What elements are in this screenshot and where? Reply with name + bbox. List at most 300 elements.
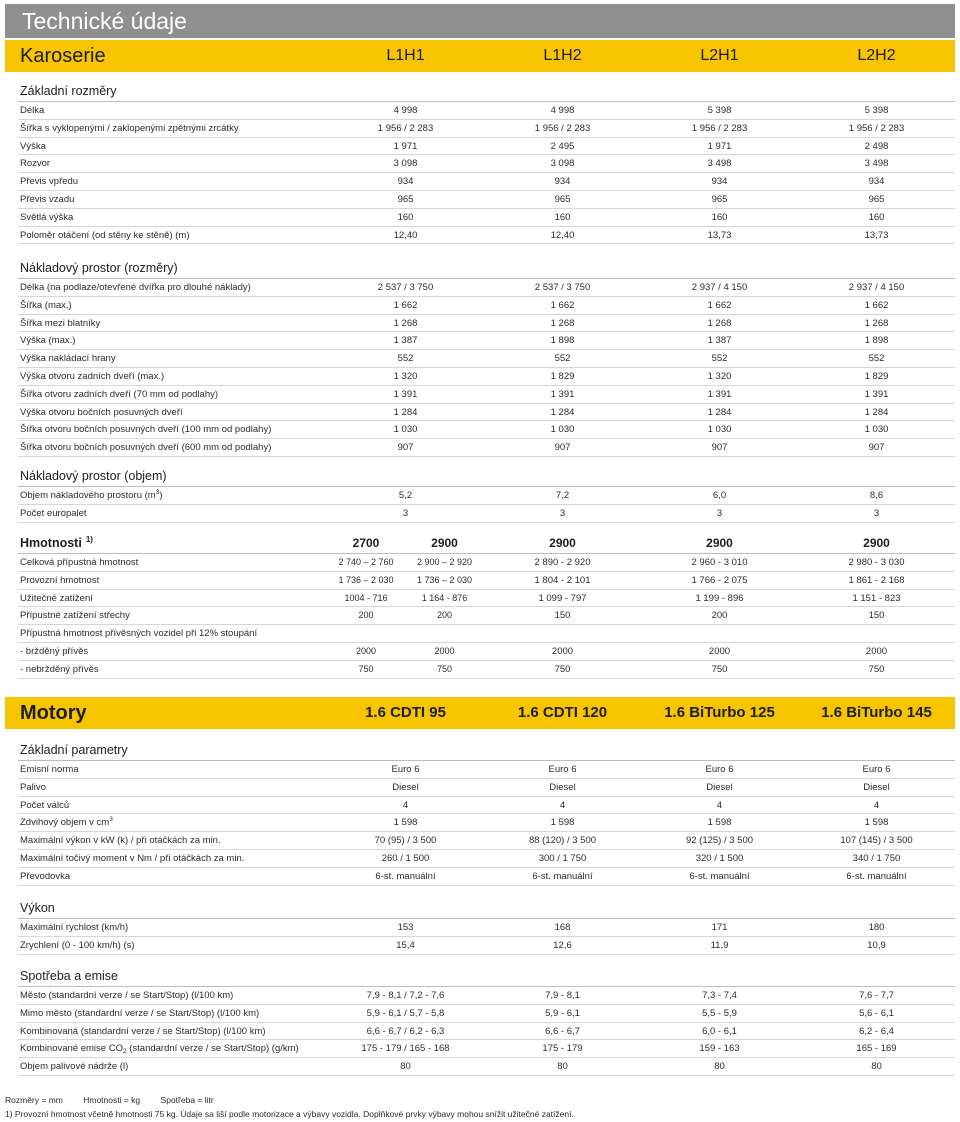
spec-value: 320 / 1 500 bbox=[695, 852, 744, 864]
spec-value: 2 537 / 3 750 bbox=[534, 282, 591, 293]
spec-value: 1 956 / 2 283 bbox=[377, 122, 434, 134]
spec-label-text: Přípustné zatížení střechy bbox=[20, 610, 130, 622]
spec-value: 2 537 / 3 750 bbox=[377, 282, 434, 293]
spec-row bbox=[18, 487, 955, 505]
spec-value: 11,9 bbox=[710, 939, 729, 951]
spec-value: 750 bbox=[554, 663, 571, 675]
spec-label bbox=[20, 487, 163, 505]
spec-label-text: Mimo město (standardní verze / se Start/Stop) (l/100 km) bbox=[20, 1007, 260, 1019]
spec-value: 965 bbox=[554, 193, 571, 205]
spec-row bbox=[18, 279, 955, 297]
spec-row bbox=[18, 173, 955, 191]
spec-label-text: Kombinované emise CO bbox=[20, 1043, 123, 1055]
spec-label-text: Délka bbox=[20, 105, 45, 116]
spec-row bbox=[18, 1058, 955, 1076]
spec-value: 1 320 bbox=[393, 370, 418, 382]
spec-value: 750 bbox=[711, 663, 728, 675]
spec-value: 907 bbox=[397, 442, 414, 454]
section-nakladovy-prostor-objem bbox=[18, 465, 955, 523]
spec-value: 1 971 bbox=[707, 140, 732, 152]
spec-row bbox=[18, 625, 955, 643]
spec-label bbox=[20, 661, 99, 679]
spec-value: 3 098 bbox=[550, 158, 575, 170]
section-title bbox=[18, 465, 955, 487]
spec-value: 5,5 - 5,9 bbox=[702, 1007, 737, 1019]
spec-label-text: Převodovka bbox=[20, 870, 71, 882]
spec-value: 6,6 - 6,7 / 6,2 - 6,3 bbox=[366, 1025, 445, 1037]
spec-label-text: Výška (max.) bbox=[20, 335, 76, 347]
spec-value: 552 bbox=[711, 353, 728, 365]
spec-value: 934 bbox=[711, 176, 728, 188]
spec-value: 180 bbox=[868, 922, 885, 933]
spec-value: 4 bbox=[873, 799, 880, 811]
section-zakladni-parametry bbox=[18, 739, 955, 886]
spec-value: 1 268 bbox=[393, 317, 418, 329]
spec-label bbox=[20, 554, 138, 572]
spec-row bbox=[18, 155, 955, 173]
units-consumption: Spotřeba = litr bbox=[160, 1095, 214, 1105]
section-nakladovy-prostor-rozmery bbox=[18, 257, 955, 457]
spec-row bbox=[18, 850, 955, 868]
units-weights: Hmotnosti = kg bbox=[83, 1095, 141, 1105]
spec-row bbox=[18, 761, 955, 779]
spec-row bbox=[18, 937, 955, 955]
spec-value: 7,2 bbox=[555, 490, 570, 501]
spec-value: 80 bbox=[400, 1061, 411, 1073]
spec-value: 5,2 bbox=[398, 490, 413, 501]
spec-value: 965 bbox=[711, 193, 728, 205]
spec-row bbox=[18, 643, 955, 661]
section-title bbox=[18, 965, 955, 987]
spec-value: 3 bbox=[873, 507, 880, 519]
spec-value: 1 387 bbox=[707, 335, 732, 347]
spec-label-text: Maximální točivý moment v Nm / při otáčkách za min. bbox=[20, 852, 245, 864]
spec-label-text: Počet europalet bbox=[20, 507, 87, 519]
spec-label bbox=[20, 590, 93, 608]
spec-row bbox=[18, 315, 955, 333]
spec-value: 3 bbox=[559, 507, 566, 519]
spec-value: 1 956 / 2 283 bbox=[848, 122, 905, 134]
spec-label bbox=[20, 279, 251, 297]
spec-value: 2 498 bbox=[864, 140, 889, 152]
spec-value: 150 bbox=[868, 610, 885, 622]
spec-value: 1004 - 716 bbox=[344, 592, 388, 603]
column-header-l1h2: L1H2 bbox=[543, 47, 582, 64]
spec-value: 1 268 bbox=[864, 317, 889, 329]
spec-value: 1 598 bbox=[707, 817, 732, 829]
spec-label bbox=[20, 297, 72, 315]
spec-value: 13,73 bbox=[707, 229, 732, 241]
weight-class-header: 2900 bbox=[863, 536, 890, 550]
section-title bbox=[18, 739, 955, 761]
spec-row bbox=[18, 590, 955, 608]
spec-value: 12,40 bbox=[393, 229, 418, 241]
spec-label bbox=[20, 1058, 128, 1076]
spec-label bbox=[20, 227, 190, 245]
spec-row bbox=[18, 332, 955, 350]
section-title-text: Základní rozměry bbox=[20, 84, 117, 98]
column-header-l2h1: L2H1 bbox=[700, 47, 739, 64]
spec-value: 1 662 bbox=[707, 299, 732, 311]
spec-row bbox=[18, 832, 955, 850]
spec-value: 1 151 - 823 bbox=[852, 592, 901, 604]
spec-value: 4 998 bbox=[550, 105, 575, 116]
page-header bbox=[5, 4, 955, 38]
spec-label bbox=[20, 868, 70, 886]
page-title: Technické údaje bbox=[22, 8, 187, 34]
section-hmotnosti bbox=[18, 532, 955, 679]
spec-value: 1 391 bbox=[393, 388, 418, 400]
spec-label bbox=[20, 209, 73, 227]
footnote-mark: 1) bbox=[85, 535, 93, 544]
spec-value: 6-st. manuální bbox=[846, 870, 907, 882]
spec-row bbox=[18, 120, 955, 138]
spec-label bbox=[20, 350, 116, 368]
spec-row bbox=[18, 102, 955, 120]
spec-label-text-end: (standardní verze / se Start/Stop) (g/km) bbox=[126, 1043, 299, 1055]
spec-label bbox=[20, 315, 100, 333]
spec-label bbox=[20, 1005, 259, 1023]
spec-label bbox=[20, 368, 164, 386]
spec-value: 6-st. manuální bbox=[532, 870, 593, 882]
spec-value: 4 bbox=[716, 799, 723, 811]
section-title-text: Spotřeba a emise bbox=[20, 969, 118, 983]
spec-value: 965 bbox=[868, 193, 885, 205]
spec-value: 552 bbox=[397, 353, 414, 365]
spec-value: 6-st. manuální bbox=[689, 870, 750, 882]
footnote: 1) Provozní hmotnost včetně hmotnosti 75 kg. Údaje sa liší podle motorizace a výbavy vozidla. Doplňkové prvky výbavy mohou snížit užitečné zatížení. bbox=[5, 1109, 574, 1119]
spec-value: Diesel bbox=[863, 781, 890, 793]
spec-label bbox=[20, 607, 130, 625]
spec-label bbox=[20, 421, 271, 439]
spec-value: Euro 6 bbox=[705, 764, 734, 775]
section-title bbox=[18, 897, 955, 919]
spec-label-text: Provozní hmotnost bbox=[20, 574, 100, 586]
spec-value: 1 030 bbox=[707, 424, 732, 436]
spec-row bbox=[18, 421, 955, 439]
spec-label bbox=[20, 439, 271, 457]
column-header-l2h2: L2H2 bbox=[857, 47, 896, 64]
spec-row bbox=[18, 404, 955, 422]
spec-label-text: Užitečné zatížení bbox=[20, 592, 93, 604]
spec-value: 2000 bbox=[551, 645, 574, 657]
spec-label-text: Palivo bbox=[20, 781, 46, 793]
spec-value: 175 - 179 bbox=[542, 1043, 583, 1055]
spec-value: 1 662 bbox=[550, 299, 575, 311]
spec-row bbox=[18, 661, 955, 679]
spec-value: 1 268 bbox=[707, 317, 732, 329]
spec-value: 907 bbox=[868, 442, 885, 454]
column-header-engine-2: 1.6 CDTI 120 bbox=[517, 704, 608, 721]
spec-value: 1 391 bbox=[550, 388, 575, 400]
column-header-engine-4: 1.6 BiTurbo 145 bbox=[821, 704, 932, 721]
section-spotreba-a-emise bbox=[18, 965, 955, 1076]
spec-label bbox=[20, 1023, 266, 1041]
spec-value: 160 bbox=[868, 211, 885, 223]
spec-row bbox=[18, 505, 955, 523]
spec-value: 165 - 169 bbox=[856, 1043, 897, 1055]
spec-value: Euro 6 bbox=[391, 764, 420, 775]
spec-label-text: Převis vzadu bbox=[20, 193, 75, 205]
spec-label-text: Maximální rychlost (km/h) bbox=[20, 922, 129, 933]
spec-value: 1 736 – 2 030 bbox=[338, 574, 394, 585]
spec-row bbox=[18, 191, 955, 209]
spec-value: 2 900 – 2 920 bbox=[416, 557, 473, 567]
spec-label-text: Celková přípustná hmotnost bbox=[20, 557, 139, 568]
spec-value: 1 284 bbox=[707, 406, 732, 418]
spec-value: 3 bbox=[402, 507, 409, 519]
spec-label-text: - bržděný přívěs bbox=[20, 645, 89, 657]
spec-value: 2 937 / 4 150 bbox=[691, 282, 748, 293]
spec-value: 2 980 - 3 030 bbox=[848, 557, 905, 568]
spec-value: 5,6 - 6,1 bbox=[859, 1007, 894, 1019]
spec-value: 5,9 - 6,1 bbox=[545, 1007, 580, 1019]
spec-value: 552 bbox=[554, 353, 571, 365]
spec-label bbox=[20, 797, 69, 815]
spec-value: 200 bbox=[711, 610, 728, 622]
spec-value: 750 bbox=[436, 663, 453, 674]
spec-value: 1 898 bbox=[550, 335, 575, 347]
column-header-engine-3: 1.6 BiTurbo 125 bbox=[664, 704, 775, 721]
spec-value: 1 766 - 2 075 bbox=[691, 574, 748, 586]
spec-value: 7,6 - 7,7 bbox=[859, 990, 894, 1001]
spec-value: 160 bbox=[554, 211, 571, 223]
spec-label-text: Výška otvoru bočních posuvných dveří bbox=[20, 406, 183, 418]
spec-value: 80 bbox=[714, 1061, 725, 1073]
subscript: 2 bbox=[122, 1048, 127, 1056]
spec-label-text: Světlá výška bbox=[20, 211, 74, 223]
spec-row bbox=[18, 797, 955, 815]
karoserie-heading: Karoserie bbox=[20, 45, 106, 67]
spec-label-text: Šířka otvoru bočních posuvných dveří (600 mm od podlahy) bbox=[20, 442, 272, 454]
spec-value: 1 030 bbox=[550, 424, 575, 436]
spec-row bbox=[18, 779, 955, 797]
spec-label-text: Výška otvoru zadních dveří (max.) bbox=[20, 370, 165, 382]
spec-label bbox=[20, 625, 257, 643]
spec-value: 3 498 bbox=[864, 158, 889, 170]
spec-label-text: Počet válců bbox=[20, 799, 70, 811]
spec-value: 160 bbox=[397, 211, 414, 223]
spec-value: 12,40 bbox=[550, 229, 575, 241]
spec-value: 2000 bbox=[708, 645, 731, 657]
spec-label bbox=[20, 332, 75, 350]
spec-row bbox=[18, 227, 955, 245]
spec-label-text: Rozvor bbox=[20, 158, 51, 170]
spec-label-text: - nebržděný přívěs bbox=[20, 663, 99, 675]
spec-label bbox=[20, 761, 79, 779]
motory-header-bar bbox=[5, 697, 955, 729]
spec-row bbox=[18, 868, 955, 886]
spec-value: 4 bbox=[559, 799, 566, 811]
section-title-text: Výkon bbox=[20, 901, 55, 915]
spec-value: 934 bbox=[868, 176, 885, 188]
spec-row bbox=[18, 607, 955, 625]
spec-value: 80 bbox=[871, 1061, 882, 1073]
spec-value: 1 662 bbox=[864, 299, 889, 311]
spec-label-text: Zdvihový objem v cm bbox=[20, 817, 110, 829]
spec-label bbox=[20, 120, 239, 138]
spec-value: 2 495 bbox=[550, 140, 575, 152]
spec-label bbox=[20, 404, 183, 422]
spec-value: 1 284 bbox=[550, 406, 575, 418]
spec-value: 4 bbox=[402, 799, 409, 811]
spec-label-text: Délka (na podlaze/otevřené dvířka pro dlouhé náklady) bbox=[20, 282, 251, 293]
spec-value: 10,9 bbox=[867, 939, 886, 951]
spec-row bbox=[18, 1023, 955, 1041]
spec-value: Diesel bbox=[549, 781, 576, 793]
section-vykon bbox=[18, 897, 955, 955]
spec-value: 750 bbox=[358, 663, 374, 674]
spec-row bbox=[18, 572, 955, 590]
superscript: 3 bbox=[109, 816, 113, 824]
spec-label-text: Přípustná hmotnost přívěsných vozidel při 12% stoupání bbox=[20, 628, 258, 640]
spec-value: 171 bbox=[711, 922, 728, 933]
spec-value: 2 960 - 3 010 bbox=[691, 557, 748, 568]
motory-heading: Motory bbox=[20, 702, 87, 724]
spec-value: 2 890 - 2 920 bbox=[534, 557, 591, 568]
section-zakladni-rozmery bbox=[18, 80, 955, 244]
spec-label-text: Poloměr otáčení (od stěny ke stěně) (m) bbox=[20, 229, 190, 241]
spec-row bbox=[18, 987, 955, 1005]
spec-row bbox=[18, 386, 955, 404]
spec-value: Diesel bbox=[392, 781, 419, 793]
spec-value: 6,0 - 6,1 bbox=[702, 1025, 737, 1037]
spec-value: 1 284 bbox=[864, 406, 889, 418]
spec-value: 70 (95) / 3 500 bbox=[374, 835, 437, 847]
spec-label-text: Výška bbox=[20, 140, 46, 152]
spec-row bbox=[18, 297, 955, 315]
spec-value: 88 (120) / 3 500 bbox=[528, 835, 597, 847]
spec-value: 150 bbox=[554, 610, 571, 622]
spec-label bbox=[20, 138, 46, 156]
spec-value: 153 bbox=[397, 922, 414, 933]
spec-value: 6,6 - 6,7 bbox=[545, 1025, 580, 1037]
spec-value: 8,6 bbox=[869, 490, 884, 501]
spec-label bbox=[20, 987, 233, 1005]
spec-value: 1 804 - 2 101 bbox=[534, 574, 591, 586]
spec-row bbox=[18, 1005, 955, 1023]
units-legend bbox=[5, 1094, 232, 1106]
spec-value: 175 - 179 / 165 - 168 bbox=[361, 1043, 450, 1055]
spec-value: 6-st. manuální bbox=[375, 870, 436, 882]
section-title-text: Nákladový prostor (rozměry) bbox=[20, 261, 178, 275]
spec-value: 7,3 - 7,4 bbox=[702, 990, 737, 1001]
spec-label bbox=[20, 505, 87, 523]
spec-value: 3 098 bbox=[393, 158, 418, 170]
spec-value: 7,9 - 8,1 bbox=[545, 990, 580, 1001]
spec-label-text: Šířka mezi blatníky bbox=[20, 317, 101, 329]
spec-value: Euro 6 bbox=[862, 764, 891, 775]
spec-value: 1 956 / 2 283 bbox=[691, 122, 748, 134]
spec-value: 160 bbox=[711, 211, 728, 223]
spec-value: 1 391 bbox=[707, 388, 732, 400]
weight-class-header: 2900 bbox=[706, 536, 733, 550]
spec-value: 5 398 bbox=[864, 105, 889, 116]
spec-value: 750 bbox=[868, 663, 885, 675]
spec-label bbox=[20, 832, 221, 850]
spec-value: 934 bbox=[397, 176, 414, 188]
spec-label-text: Šířka (max.) bbox=[20, 299, 72, 311]
spec-value: 7,9 - 8,1 / 7,2 - 7,6 bbox=[366, 990, 445, 1001]
section-title bbox=[18, 532, 955, 554]
weight-class-header: 2900 bbox=[549, 536, 576, 550]
spec-value: 260 / 1 500 bbox=[381, 852, 430, 864]
spec-label-text: Šířka otvoru zadních dveří (70 mm od podlahy) bbox=[20, 388, 219, 400]
spec-value: 2 937 / 4 150 bbox=[848, 282, 905, 293]
spec-label-text: Převis vpředu bbox=[20, 176, 79, 188]
spec-value: 1 956 / 2 283 bbox=[534, 122, 591, 134]
spec-value: 1 662 bbox=[393, 299, 418, 311]
spec-label-text: Šířka s vyklopenými / zaklopenými zpětnými zrcátky bbox=[20, 122, 239, 134]
spec-value: 340 / 1 750 bbox=[852, 852, 901, 864]
spec-label-text: Emisní norma bbox=[20, 764, 79, 775]
spec-value: 4 998 bbox=[393, 105, 418, 116]
spec-label-text: Kombinovaná (standardní verze / se Start/Stop) (l/100 km) bbox=[20, 1025, 266, 1037]
spec-value: 1 971 bbox=[393, 140, 418, 152]
spec-value: 6,2 - 6,4 bbox=[859, 1025, 894, 1037]
spec-label bbox=[20, 850, 244, 868]
spec-value: 1 199 - 896 bbox=[695, 592, 744, 604]
spec-row bbox=[18, 368, 955, 386]
spec-value: 1 829 bbox=[550, 370, 575, 382]
spec-value: 1 268 bbox=[550, 317, 575, 329]
spec-label-text: Šířka otvoru bočních posuvných dveří (100 mm od podlahy) bbox=[20, 424, 272, 436]
column-header-engine-1: 1.6 CDTI 95 bbox=[365, 704, 446, 721]
spec-label-text: Město (standardní verze / se Start/Stop) (l/100 km) bbox=[20, 990, 234, 1001]
section-title bbox=[18, 257, 955, 279]
spec-label-text-end: ) bbox=[159, 490, 163, 501]
spec-value: 1 099 - 797 bbox=[538, 592, 587, 604]
spec-value: 1 598 bbox=[393, 817, 418, 829]
column-header-l1h1: L1H1 bbox=[386, 47, 425, 64]
spec-value: 1 898 bbox=[864, 335, 889, 347]
spec-value: 2000 bbox=[865, 645, 888, 657]
spec-row bbox=[18, 554, 955, 572]
weight-class-header: 2700 bbox=[352, 536, 380, 550]
superscript: 3 bbox=[155, 489, 160, 496]
spec-value: 3 498 bbox=[707, 158, 732, 170]
spec-label bbox=[20, 643, 88, 661]
section-title-text: Nákladový prostor (objem) bbox=[20, 469, 167, 483]
spec-value: 2000 bbox=[355, 645, 377, 656]
spec-label-text: Objem palivové nádrže (l) bbox=[20, 1061, 129, 1073]
spec-value: 552 bbox=[868, 353, 885, 365]
spec-row bbox=[18, 350, 955, 368]
spec-value: Diesel bbox=[706, 781, 733, 793]
spec-label bbox=[20, 814, 113, 832]
spec-value: 1 829 bbox=[864, 370, 889, 382]
spec-value: 1 164 - 876 bbox=[421, 592, 468, 603]
spec-label-text: Objem nákladového prostoru (m bbox=[20, 490, 156, 501]
section-title-text: Základní parametry bbox=[20, 743, 128, 757]
spec-label bbox=[20, 386, 218, 404]
section-title-text: Hmotnosti bbox=[20, 536, 82, 550]
spec-value: 300 / 1 750 bbox=[538, 852, 587, 864]
spec-value: 1 387 bbox=[393, 335, 418, 347]
spec-value: 1 030 bbox=[393, 424, 418, 436]
spec-value: 1 861 - 2 168 bbox=[848, 574, 905, 586]
spec-value: 907 bbox=[554, 442, 571, 454]
spec-value: 2 740 – 2 760 bbox=[338, 557, 394, 567]
spec-value: 1 030 bbox=[864, 424, 889, 436]
spec-value: 80 bbox=[557, 1061, 568, 1073]
spec-row bbox=[18, 814, 955, 832]
spec-label bbox=[20, 102, 44, 120]
spec-value: 159 - 163 bbox=[699, 1043, 740, 1055]
spec-value: 2000 bbox=[434, 645, 455, 656]
spec-value: 107 (145) / 3 500 bbox=[840, 835, 913, 847]
spec-value: 6,0 bbox=[712, 490, 727, 501]
